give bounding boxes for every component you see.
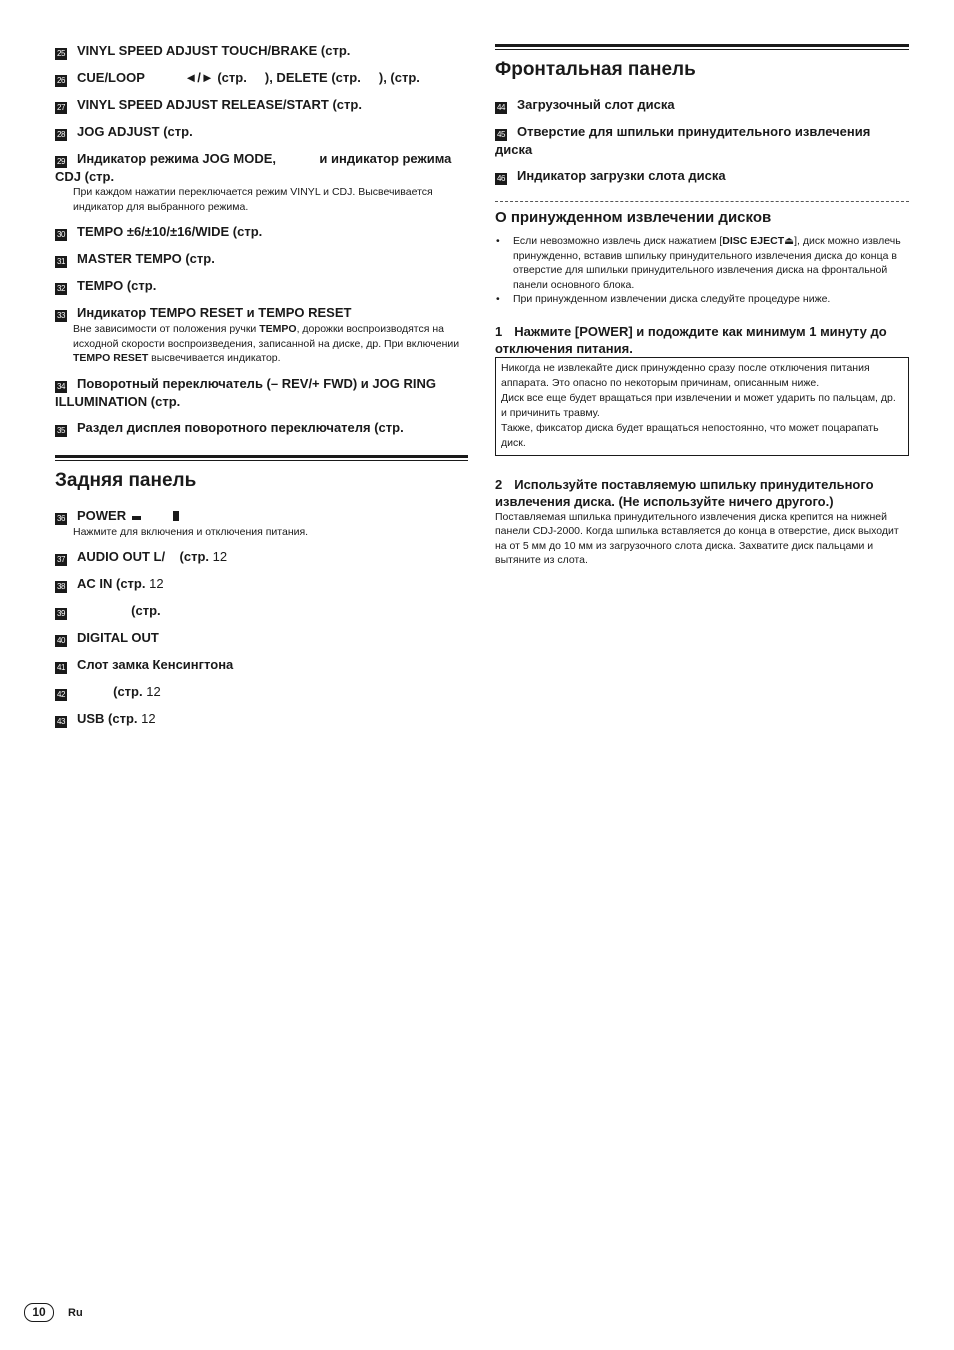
list-item: [55, 710, 468, 728]
list-item: [495, 167, 909, 185]
item-number-badge: 39: [55, 608, 67, 620]
item-number-badge: 34: [55, 381, 67, 393]
item-title: Загрузочный слот диска: [517, 97, 675, 112]
item-title: MASTER TEMPO (стр.: [77, 251, 215, 266]
desc-emphasis: TEMPO RESET: [73, 352, 149, 364]
item-number-badge: 44: [495, 102, 507, 114]
item-title: Индикатор загрузки слота диска: [517, 168, 726, 183]
bullet-item: • При принужденном извлечении диска следуйте процедуре ниже.: [513, 292, 909, 307]
list-item: [495, 96, 909, 114]
item-title: CUE/LOOP ◄/► (стр. ), DELETE (стр. ), (стр.: [77, 70, 420, 85]
item-title: Индикатор режима JOG MODE, и индикатор режима CDJ (стр.: [55, 151, 456, 184]
rear-panel-heading: Задняя панель: [55, 469, 197, 491]
item-title: DIGITAL OUT: [77, 630, 159, 645]
list-item: [55, 419, 468, 437]
item-number-badge: 28: [55, 129, 67, 141]
item-number-badge: 40: [55, 635, 67, 647]
item-title: (стр.: [77, 684, 143, 699]
item-number-badge: 31: [55, 256, 67, 268]
item-number-badge: 25: [55, 48, 67, 60]
left-column: [55, 42, 468, 737]
item-number-badge: 45: [495, 129, 507, 141]
dashed-divider: [495, 201, 909, 202]
item-title: Поворотный переключатель (– REV/+ FWD) и JOG RING ILLUMINATION (стр.: [55, 375, 436, 409]
desc-text: , дорожки воспроизводятся на исходной скорости воспроизведения, записанной на диске, др. При включении: [73, 323, 460, 350]
step-2-description: Поставляемая шпилька принудительного извлечения диска крепится на нижней панели CDJ-2000. Когда шпилька вставляется до конца в отверстие, диск выходит на от 5 мм до 10 мм из загрузочного слота диска. Захватите диск пальцами и вытяните из слота.: [495, 510, 899, 566]
warning-line: Диск все еще будет вращаться при извлечении и может ударить по пальцам, др. и причинить травму.: [501, 391, 896, 419]
item-number-badge: 32: [55, 283, 67, 295]
item-title: TEMPO ±6/±10/±16/WIDE (стр.: [77, 224, 263, 239]
warning-box: [495, 357, 909, 456]
power-on-icon: [173, 511, 179, 521]
desc-text: высвечивается индикатор.: [148, 352, 281, 364]
page-footer: [24, 1303, 83, 1322]
list-item: [55, 575, 468, 593]
step-text: Нажмите [POWER] и подождите как минимум 1 минуту до отключения питания.: [495, 323, 887, 356]
bullet-item: [513, 234, 909, 292]
item-number-badge: 37: [55, 554, 67, 566]
warning-line: Также, фиксатор диска будет вращаться непостоянно, что может поцарапать диск.: [501, 421, 879, 449]
list-item: [55, 223, 468, 241]
item-number-badge: 27: [55, 102, 67, 114]
section-rule: [495, 44, 909, 50]
item-title: AC IN (стр.: [77, 576, 146, 591]
step-number: 2: [495, 476, 503, 492]
list-item: [55, 277, 468, 295]
list-item: [55, 42, 468, 60]
item-title: TEMPO (стр.: [77, 278, 157, 293]
bullet-list: [495, 234, 909, 307]
item-number-badge: 43: [55, 716, 67, 728]
item-number-badge: 36: [55, 513, 67, 525]
page-number: 10: [24, 1303, 54, 1322]
list-item: [55, 96, 468, 114]
item-description: При каждом нажатии переключается режим VINYL и CDJ. Высвечивается индикатор для выбранного режима.: [73, 186, 433, 213]
step-number: 1: [495, 323, 503, 339]
item-number-badge: 46: [495, 173, 507, 185]
right-column: [495, 44, 909, 568]
bullet-text: Если невозможно извлечь диск нажатием [: [513, 235, 723, 247]
item-number-badge: 41: [55, 662, 67, 674]
list-item: [55, 375, 468, 410]
item-description: [55, 322, 468, 366]
list-item: [55, 123, 468, 141]
page-ref: 12: [212, 549, 228, 564]
forced-eject-heading: О принужденном извлечении дисков: [495, 209, 772, 226]
list-item: [55, 507, 468, 540]
item-number-badge: 29: [55, 156, 67, 168]
item-title: (стр.: [77, 603, 161, 618]
item-number-badge: 26: [55, 75, 67, 87]
step-1-title: [495, 323, 909, 357]
list-item: [55, 548, 468, 566]
step-2-title: [495, 476, 909, 510]
warning-line: Никогда не извлекайте диск принужденно сразу после отключения питания аппарата. Это опасно по некоторым причинам, описанным ниже.: [501, 361, 870, 389]
item-title: Слот замка Кенсингтона: [77, 657, 234, 672]
item-description: Нажмите для включения и отключения питания.: [73, 525, 309, 538]
section-rule: [55, 455, 468, 461]
list-item: [55, 629, 468, 647]
item-title: AUDIO OUT L/ (стр.: [77, 549, 210, 564]
bullet-text: ], диск можно извлечь принужденно, вставив шпильку принудительного извлечения диска до конца в отверстие для шпильки принудительного извлечения диска на фронтальной панели основного блока.: [513, 235, 901, 291]
list-item: [55, 683, 468, 701]
list-item: [55, 69, 468, 87]
step-text: Используйте поставляемую шпильку принудительного извлечения диска. (Не используйте ничего другого.): [495, 476, 874, 509]
page-ref: 12: [149, 576, 164, 591]
item-number-badge: 30: [55, 229, 67, 241]
disc-eject-label: DISC EJECT⏏: [722, 235, 795, 247]
item-number-badge: 35: [55, 425, 67, 437]
item-title: POWER: [77, 507, 127, 523]
desc-emphasis: TEMPO: [259, 323, 297, 335]
list-item: [55, 304, 468, 366]
item-title: VINYL SPEED ADJUST RELEASE/START (стр.: [77, 97, 362, 112]
item-title: USB (стр.: [77, 711, 138, 726]
list-item: [55, 656, 468, 674]
item-title: Индикатор TEMPO RESET и TEMPO RESET: [77, 305, 352, 320]
item-title: VINYL SPEED ADJUST TOUCH/BRAKE (стр.: [77, 43, 351, 58]
list-item: [495, 123, 909, 158]
item-number-badge: 38: [55, 581, 67, 593]
front-panel-heading: Фронтальная панель: [495, 59, 696, 80]
page-ref: 12: [141, 711, 156, 726]
item-number-badge: 33: [55, 310, 67, 322]
list-item: [55, 602, 468, 620]
list-item: [55, 250, 468, 268]
item-number-badge: 42: [55, 689, 67, 701]
desc-text: Вне зависимости от положения ручки: [73, 323, 260, 335]
item-title: JOG ADJUST (стр.: [77, 124, 193, 139]
item-title: Раздел дисплея поворотного переключателя (стр.: [77, 419, 404, 435]
page-ref: 12: [146, 684, 161, 699]
power-off-icon: [132, 516, 141, 520]
list-item: [55, 150, 468, 214]
item-title: Отверстие для шпильки принудительного извлечения диска: [495, 124, 871, 157]
language-code: Ru: [68, 1306, 83, 1319]
